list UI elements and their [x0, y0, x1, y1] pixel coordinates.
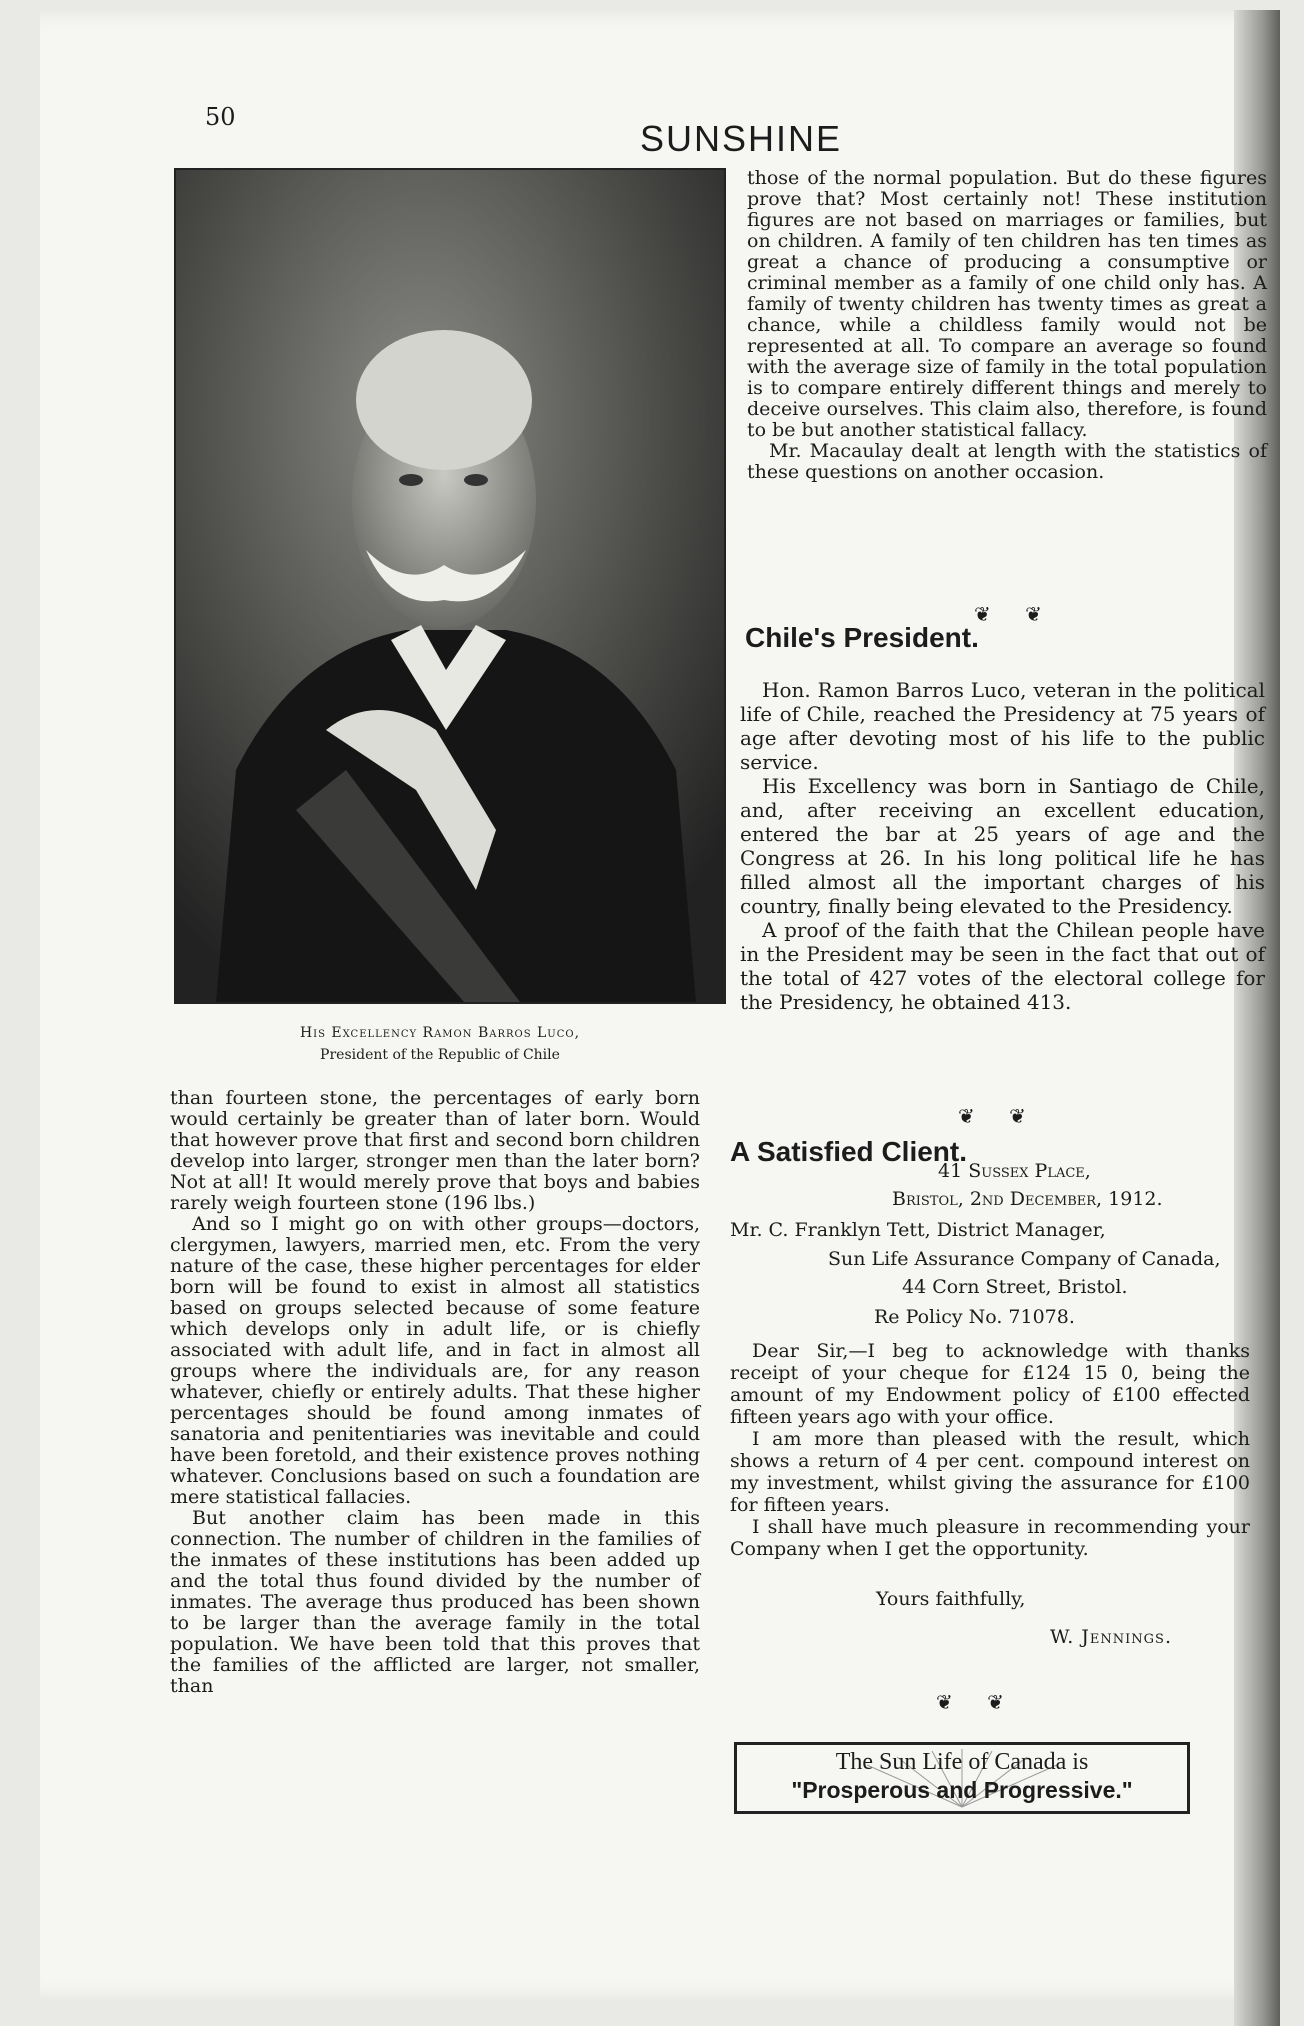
- portrait-caption: [180, 1022, 700, 1066]
- article-paragraph: But another claim has been made in this connection. The number of children in the families of the inmates of these institutions has been added up and the total thus found divided by the number of inmates. The average thus produced has been shown to be larger than the average family in the total population. We have been told that this proves that the families of the afflicted are larger, not smaller, than: [170, 1507, 700, 1697]
- sun-life-banner: [734, 1742, 1190, 1814]
- caption-name: His Excellency Ramon Barros Luco,: [299, 1025, 581, 1041]
- article-paragraph: than fourteen stone, the percentages of early born would certainly be greater than of later born. Would that however prove that first and second born children develop into larger, stronger men than the later born? Not at all! It would merely prove that boys and babies rarely weigh fourteen stone (196 lbs.): [170, 1087, 700, 1214]
- satisfied-client-heading: A Satisfied Client.: [730, 1136, 968, 1167]
- right-column-continuation: [747, 168, 1267, 483]
- magazine-page: [40, 10, 1280, 2000]
- portrait-illustration: [176, 170, 724, 1002]
- chile-president-heading: Chile's President.: [745, 622, 979, 653]
- letter-paragraph: Dear Sir,—I beg to acknowledge with thanks receipt of your cheque for £124 15 0, being the amount of my Endowment policy of £100 effected fifteen years ago with your office.: [730, 1340, 1250, 1428]
- article-paragraph: And so I might go on with other groups—doctors, clergymen, lawyers, married men, etc. From the very nature of the case, these higher percentages for elder born will be found to exist in almost all statistics based on groups selected because of some feature which develops only in adult life, or is chiefly associated with adult life, and in fact in almost all groups where the individuals are, for any reason whatever, chiefly or entirely adults. That these higher percentages should be found among inmates of sanatoria and penitentiaries was inevitable and could have been foretold, and their existence proves nothing whatever. Conclusions based on such a foundation are mere statistical fallacies.: [170, 1213, 700, 1508]
- caption-title: President of the Republic of Chile: [320, 1047, 560, 1063]
- portrait-photo: [174, 168, 726, 1004]
- article-paragraph: A proof of the faith that the Chilean people have in the President may be seen in the fact that out of the total of 427 votes of the electoral college for the Presidency, he obtained 413.: [740, 918, 1265, 1014]
- banner-line-2: "Prosperous and Progressive.": [791, 1777, 1133, 1803]
- section-ornament: ❦ ❦: [974, 602, 1056, 626]
- article-paragraph: Mr. Macaulay dealt at length with the statistics of these questions on another occasion.: [747, 440, 1267, 483]
- client-letter-body: [730, 1340, 1250, 1560]
- masthead-title: SUNSHINE: [640, 118, 843, 159]
- page-number: 50: [205, 103, 236, 131]
- letter-signature: W. Jennings.: [1050, 1626, 1172, 1648]
- chile-president-article: [740, 678, 1265, 1014]
- left-column-text: [170, 1088, 700, 1697]
- banner-line-1: The Sun Life of Canada is: [835, 1749, 1089, 1775]
- address-line: 41 Sussex Place,: [938, 1160, 1091, 1182]
- letter-paragraph: I am more than pleased with the result, which shows a return of 4 per cent. compound interest on my investment, whilst giving the assurance for £100 for fifteen years.: [730, 1428, 1250, 1516]
- section-ornament: ❦ ❦: [936, 1690, 1018, 1714]
- recipient-line: Mr. C. Franklyn Tett, District Manager,: [730, 1219, 1106, 1241]
- letter-paragraph: I shall have much pleasure in recommending your Company when I get the opportunity.: [730, 1516, 1250, 1560]
- recipient-line: Sun Life Assurance Company of Canada,: [828, 1248, 1221, 1270]
- article-paragraph: those of the normal population. But do these figures prove that? Most certainly not! These institution figures are not based on marriages or families, but on children. A family of ten children has ten times as great a chance of producing a consumptive or criminal member as a family of one child only has. A family of twenty children has twenty times as great a chance, while a childless family would not be represented at all. To compare an average so found with the average size of family in the total population is to compare entirely different things and merely to deceive ourselves. This claim also, therefore, is found to be but another statistical fallacy.: [747, 167, 1267, 441]
- article-paragraph: His Excellency was born in Santiago de Chile, and, after receiving an excellent education, entered the bar at 25 years of age and the Congress at 26. In his long political life he has filled almost all the important charges of his country, finally being elevated to the Presidency.: [740, 774, 1265, 918]
- section-ornament: ❦ ❦: [958, 1104, 1040, 1128]
- article-paragraph: Hon. Ramon Barros Luco, veteran in the political life of Chile, reached the Presidency at 75 years of age after devoting most of his life to the public service.: [740, 678, 1265, 774]
- recipient-line: 44 Corn Street, Bristol.: [902, 1276, 1128, 1298]
- letter-closing: Yours faithfully,: [876, 1588, 1026, 1610]
- address-date-line: Bristol, 2nd December, 1912.: [892, 1188, 1163, 1210]
- policy-reference: Re Policy No. 71078.: [874, 1306, 1075, 1328]
